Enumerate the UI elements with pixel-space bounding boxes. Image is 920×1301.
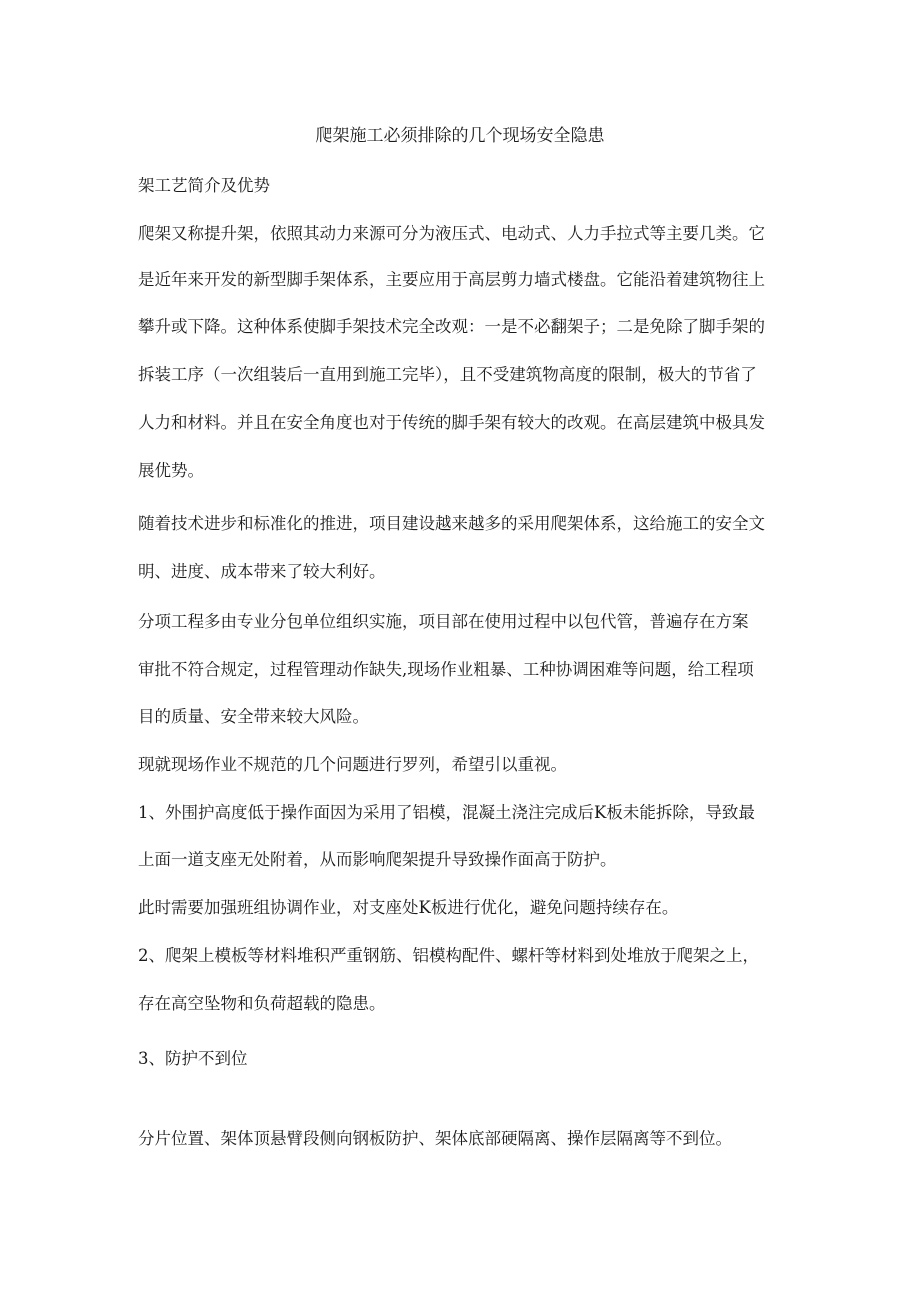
list-item-line: 存在高空坠物和负荷超载的隐患。 — [138, 994, 386, 1013]
paragraph-line: 随着技术进步和标准化的推进，项目建设越来越多的采用爬架体系，这给施工的安全文 — [138, 514, 765, 533]
paragraph-line: 审批不符合规定，过程管理动作缺失,现场作业粗暴、工种协调困难等问题，给工程项 — [138, 660, 754, 679]
list-item-line: 3、防护不到位 — [138, 1049, 248, 1068]
paragraph-line: 明、进度、成本带来了较大利好。 — [138, 562, 386, 581]
paragraph-line: 现就现场作业不规范的几个问题进行罗列，希望引以重视。 — [138, 755, 567, 774]
paragraph-line: 分项工程多由专业分包单位组织实施，项目部在使用过程中以包代管，普遍存在方案 — [138, 612, 749, 631]
paragraph-line: 分片位置、架体顶悬臂段侧向钢板防护、架体底部硬隔离、操作层隔离等不到位。 — [138, 1129, 732, 1148]
paragraph-line: 人力和材料。并且在安全角度也对于传统的脚手架有较大的改观。在高层建筑中极具发 — [138, 413, 765, 432]
paragraph-line: 拆装工序（一次组装后一直用到施工完毕），且不受建筑物高度的限制，极大的节省了 — [138, 365, 757, 384]
section-heading: 架工艺简介及优势 — [138, 176, 270, 195]
paragraph-line: 爬架又称提升架，依照其动力来源可分为液压式、电动式、人力手拉式等主要几类。它 — [138, 224, 765, 243]
paragraph-line: 攀升或下降。这种体系使脚手架技术完全改观：一是不必翻架子；二是免除了脚手架的 — [138, 317, 765, 336]
paragraph-line: 此时需要加强班组协调作业，对支座处K板进行优化，避免问题持续存在。 — [138, 898, 679, 917]
paragraph-line: 是近年来开发的新型脚手架体系，主要应用于高层剪力墙式楼盘。它能沿着建筑物往上 — [138, 270, 765, 289]
list-item-line: 2、爬架上模板等材料堆积严重钢筋、铝模构配件、螺杆等材料到处堆放于爬架之上， — [138, 946, 759, 965]
paragraph-line: 展优势。 — [138, 461, 204, 480]
document-title: 爬架施工必须排除的几个现场安全隐患 — [315, 126, 605, 146]
paragraph-line: 目的质量、安全带来较大风险。 — [138, 707, 369, 726]
list-item-line: 1、外围护高度低于操作面因为采用了铝模，混凝土浇注完成后K板未能拆除，导致最 — [138, 803, 755, 822]
list-item-line: 上面一道支座无处附着，从而影响爬架提升导致操作面高于防护。 — [138, 850, 617, 869]
